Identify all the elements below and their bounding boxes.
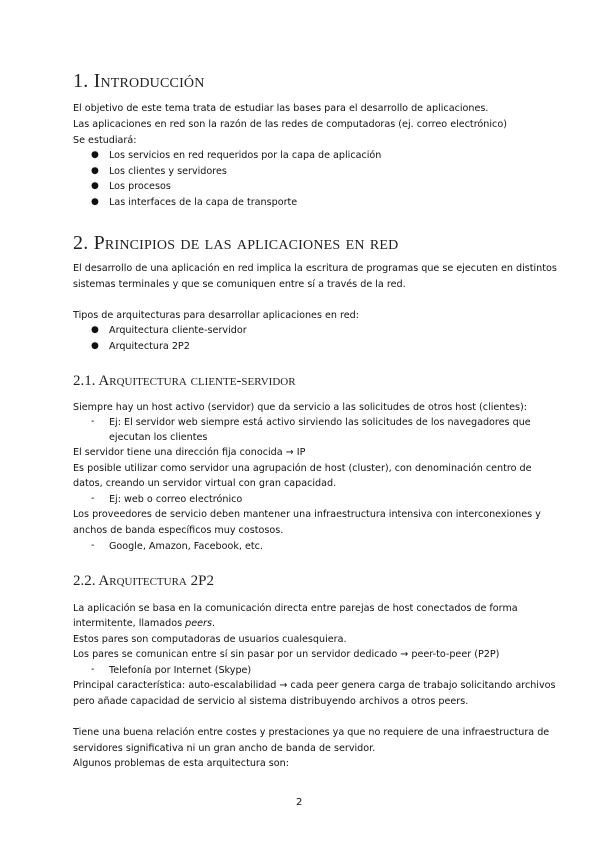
paragraph: Tipos de arquitecturas para desarrollar aplicaciones en red: xyxy=(73,310,359,321)
list-item: Arquitectura 2P2 xyxy=(109,341,190,352)
text-run: intermitente, llamados xyxy=(73,618,186,629)
paragraph: Estos pares son computadoras de usuarios cualesquiera. xyxy=(73,634,347,645)
paragraph: Los pares se comunican entre sí sin pasar por un servidor dedicado → peer-to-peer (P2P) xyxy=(73,649,500,660)
paragraph: Es posible utilizar como servidor una agrupación de host (cluster), con denominación centro de xyxy=(73,463,532,474)
bullet-icon: ● xyxy=(91,166,99,176)
section-2-heading: 2. Principios de las aplicaciones en red xyxy=(73,232,399,254)
list-item: Los procesos xyxy=(109,181,171,192)
list-item: Ej: web o correo electrónico xyxy=(109,494,243,505)
dash-bullet-icon: - xyxy=(91,416,95,427)
paragraph: Algunos problemas de esta arquitectura son: xyxy=(73,758,289,769)
paragraph: Tiene una buena relación entre costes y prestaciones ya que no requiere de una infraestructura de xyxy=(73,727,550,738)
paragraph: anchos de banda específicos muy costosos. xyxy=(73,525,284,536)
text-run: . xyxy=(212,618,216,629)
paragraph xyxy=(73,617,215,631)
paragraph: sistemas terminales y que se comuniquen entre sí a través de la red. xyxy=(73,279,406,290)
paragraph: El objetivo de este tema trata de estudiar las bases para el desarrollo de aplicaciones. xyxy=(73,103,489,114)
bullet-icon: ● xyxy=(91,341,99,351)
dash-bullet-icon: - xyxy=(91,540,95,551)
bullet-icon: ● xyxy=(91,150,99,160)
paragraph: El servidor tiene una dirección fija conocida → IP xyxy=(73,447,306,458)
paragraph: El desarrollo de una aplicación en red implica la escritura de programas que se ejecuten en distintos xyxy=(73,263,557,274)
dash-bullet-icon: - xyxy=(91,493,95,504)
section-2-1-heading: 2.1. Arquitectura cliente-servidor xyxy=(73,373,296,389)
paragraph: Principal característica: auto-escalabilidad → cada peer genera carga de trabajo solicitando archivos xyxy=(73,680,556,691)
paragraph: Se estudiará: xyxy=(73,135,137,146)
list-item: Arquitectura cliente-servidor xyxy=(109,325,247,336)
paragraph: pero añade capacidad de servicio al sistema distribuyendo archivos a otros peers. xyxy=(73,696,469,707)
paragraph: Las aplicaciones en red son la razón de las redes de computadoras (ej. correo electrónico) xyxy=(73,119,507,130)
paragraph: La aplicación se basa en la comunicación directa entre parejas de host conectados de forma xyxy=(73,603,518,614)
page-number: 2 xyxy=(296,797,303,808)
paragraph: Siempre hay un host activo (servidor) que da servicio a las solicitudes de otros host (clientes): xyxy=(73,402,528,413)
dash-bullet-icon: - xyxy=(91,664,95,675)
bullet-icon: ● xyxy=(91,325,99,335)
emphasis-peers: peers xyxy=(185,618,212,629)
list-item: Telefonía por Internet (Skype) xyxy=(109,665,252,676)
bullet-icon: ● xyxy=(91,197,99,207)
paragraph: datos, creando un servidor virtual con gran capacidad. xyxy=(73,478,337,489)
section-1-heading: 1. Introducción xyxy=(73,70,205,92)
list-item: Las interfaces de la capa de transporte xyxy=(109,197,298,208)
paragraph: Los proveedores de servicio deben mantener una infraestructura intensiva con interconexiones y xyxy=(73,509,541,520)
section-2-2-heading: 2.2. Arquitectura 2P2 xyxy=(73,573,214,589)
bullet-icon: ● xyxy=(91,181,99,191)
list-item: ejecutan los clientes xyxy=(109,432,208,443)
list-item: Los clientes y servidores xyxy=(109,166,227,177)
list-item: Los servicios en red requeridos por la capa de aplicación xyxy=(109,150,382,161)
list-item: Google, Amazon, Facebook, etc. xyxy=(109,541,263,552)
paragraph: servidores significativa ni un gran ancho de banda de servidor. xyxy=(73,743,376,754)
list-item: Ej: El servidor web siempre está activo sirviendo las solicitudes de los navegadores que xyxy=(109,417,531,428)
